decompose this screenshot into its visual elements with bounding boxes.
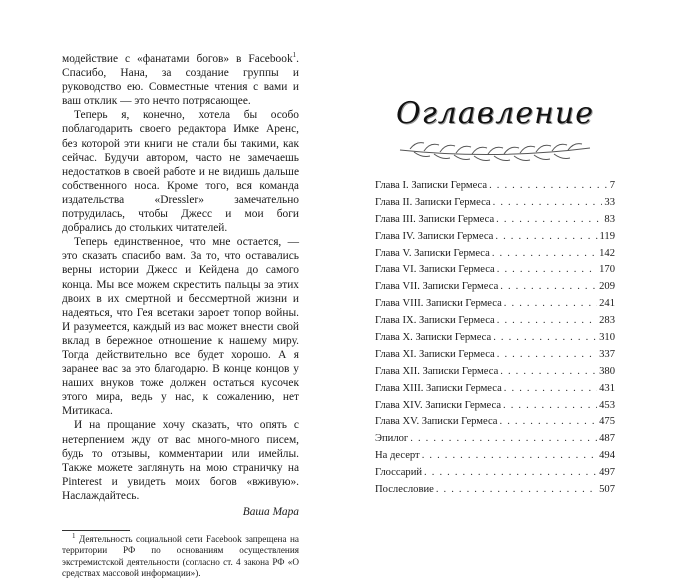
toc-row[interactable]: Глава VIII. Записки Гермеса . . . 241 [375, 296, 615, 313]
toc-title: Оглавление [396, 96, 594, 131]
toc-row[interactable]: Глава VII. Записки Гермеса . . . 209 [375, 279, 615, 296]
paragraph-4: И на прощание хочу сказать, что опять с нетерпением жду от вас много-много писем, будь то отзывы, комментарии или имейлы. Также можете заглянуть на мою страничку на Pinterest и увидеть моих богов «вживую». Наслаждайтесь. [62, 419, 299, 502]
toc-row[interactable]: Глава XIV. Записки Гермеса . . . 453 [375, 398, 615, 415]
table-of-contents [375, 178, 615, 499]
footnote-marker: 1 [292, 51, 297, 60]
left-page [62, 52, 299, 580]
paragraph-1: модействие с «фанатами богов» в Facebook$^1$. Спасибо, Нана, за создание группы и руководство ею. Совместные чтения с вами и ваш отклик — это нечто потрясающее. [62, 51, 299, 108]
laurel-ornament-icon [390, 130, 600, 164]
toc-row[interactable]: Эпилог . . . 487 [375, 431, 615, 448]
toc-row[interactable]: Глава IX. Записки Гермеса . . . 283 [375, 313, 615, 330]
toc-row[interactable]: Глава III. Записки Гермеса . . . 83 [375, 212, 615, 229]
toc-row[interactable]: Глава VI. Записки Гермеса . . . 170 [375, 262, 615, 279]
footnote-divider [62, 530, 130, 531]
toc-row[interactable]: На десерт . . . 494 [375, 448, 615, 465]
toc-row[interactable]: Глава II. Записки Гермеса . . . 33 [375, 195, 615, 212]
toc-row[interactable]: Глоссарий . . . 497 [375, 465, 615, 482]
toc-header [375, 94, 615, 164]
toc-row[interactable]: Глава XIII. Записки Гермеса . . . 431 [375, 381, 615, 398]
toc-row[interactable]: Глава XV. Записки Гермеса . . . 475 [375, 414, 615, 431]
toc-row[interactable]: Глава X. Записки Гермеса . . . 310 [375, 330, 615, 347]
toc-row[interactable]: Глава XI. Записки Гермеса . . . 337 [375, 347, 615, 364]
toc-row[interactable]: Глава XII. Записки Гермеса . . . 380 [375, 364, 615, 381]
toc-row[interactable]: Глава V. Записки Гермеса . . . 142 [375, 246, 615, 263]
toc-row[interactable]: Глава IV. Записки Гермеса . . . 119 [375, 229, 615, 246]
right-page [375, 94, 615, 499]
toc-row[interactable]: Глава I. Записки Гермеса . . . 7 [375, 178, 615, 195]
paragraph-3: Теперь единственное, что мне остается, — это сказать спасибо вам. За то, что оставались верны истории Джесс и Кейдена до самого конца. Мы все можем скрестить пальцы за этих двоих в их смертной и бессмертной жизни и надеяться, что Гея всетаки зароет топор войны. И разумеется, каждый из вас может внести свой вклад в бережное отношение к нашему миру. Тогда действительно все будет хорошо. А я заранее вас за это благодарю. В конце концов у наших внуков тоже должен остаться кусочек этого мира, ведь у нас, к сожалению, нет Митикаса. [62, 236, 299, 418]
footnote: $^1$ Деятельность социальной сети Facebook запрещена на территории РФ по основаниям осуществления экстремистской деятельности (согласно ст. 4 закона РФ «О средствах массовой информации»). [62, 531, 299, 579]
toc-row[interactable]: Послесловие . . . 507 [375, 482, 615, 499]
signature: Ваша Мара [242, 506, 299, 518]
paragraph-2: Теперь я, конечно, хотела бы особо поблагодарить своего редактора Имке Аренс, без которой эти книги не стали бы такими, как сейчас. Будучи автором, часто не замечаешь недостатков в своей работе и не видишь дальше собственного носа. Кроме того, вся команда издательства «Dressler» замечательно потрудилась, чтобы Джесс и мои боги добрались до стольких читателей. [62, 109, 299, 235]
